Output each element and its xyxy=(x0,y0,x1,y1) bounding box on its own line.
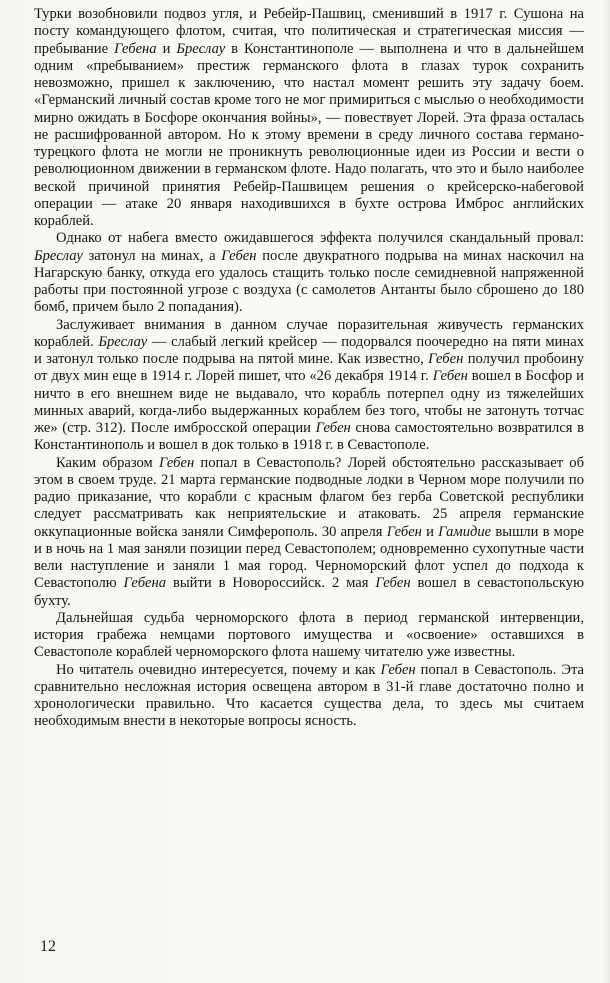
ship-name: Гебен xyxy=(375,575,411,592)
ship-name: Бреслау xyxy=(176,40,226,57)
paragraph-1: Турки возобновили подвоз угля, и Ребейр-Пашвиц, сменивший в 1917 г. Сушона на посту командующего флотом, считая, что политическая и стратегическая миссия — пребывание Гебена и Бреслау в Константинополе — выполнена и что в дальнейшем одним «пребыванием» престиж германского флота в глазах турок сохранить невозможно, пришел к заключению, что настал момент решить эту задачу боем. «Германский личный состав кроме того не мог примириться с мыслью о необходимости мирно ожидать в Босфоре окончания войны», — повествует Лорей. Эта фраза осталась не расшифрованной автором. Но к этому времени в среду личного состава германо-турецкого флота не могли не проникнуть революционные идеи из России и вести о революционном движении в германском флоте. Надо полагать, что это и было наиболее веской причиной принятия Ребейр-Пашвицем решения о крейсерско-набеговой операции — атаке 20 января находившихся в бухте острова Имброс английских кораблей. xyxy=(34,6,584,229)
page-number: 12 xyxy=(40,938,56,955)
ship-name: Бреслау xyxy=(98,333,148,350)
ship-name: Гебена xyxy=(123,575,167,592)
ship-name: Гебен xyxy=(428,351,464,367)
paragraph-2: Однако от набега вместо ожидавшегося эффекта получился скандальный провал: Бреслау затонул на минах, а Гебен после двукратного подрыва на минах наскочил на Нагарскую банку, откуда его удалось стащить только после семидневной напряженной работы при постоянной угрозе с воздуха (с самолетов Антанты было сброшено до 180 бомб, причем было 2 попадания). xyxy=(34,230,584,316)
body-text xyxy=(34,6,584,731)
ship-name: Гебен xyxy=(315,420,351,436)
paragraph-3: Заслуживает внимания в данном случае поразительная живучесть германских кораблей. Бреслау — слабый легкий крейсер — подорвался поочередно на пяти минах и затонул только после подрыва на пятой мине. Как известно, Гебен получил пробоину от двух мин еще в 1914 г. Лорей пишет, что «26 декабря 1914 г. Гебен вошел в Босфор и ничто в его внешнем виде не выдавало, что корабль потерпел одну из тяжелейших минных аварий, когда-либо выдержанных кораблем без того, чтобы не затонуть тотчас же» (стр. 312). После имбросской операции Гебен снова самостоятельно возвратился в Константинополь и вошел в док только в 1918 г. в Севастополе. xyxy=(34,316,584,454)
ship-name: Гебен xyxy=(159,454,195,471)
page-fold-shadow xyxy=(602,0,610,983)
paragraph-6: Но читатель очевидно интересуется, почему и как Гебен попал в Севастополь. Эта сравнительно несложная история освещена автором в 31-й главе достаточно полно и хронологически правильно. Что касается существа дела, то здесь мы считаем необходимым внести в некоторые вопросы ясность. xyxy=(34,661,584,730)
ship-name: Гебена xyxy=(114,40,157,57)
ship-name: Гебен xyxy=(386,523,422,540)
ship-name: Гебен xyxy=(432,368,468,385)
ship-name: Гамидие xyxy=(438,523,492,540)
ship-name: Гебен xyxy=(221,247,257,264)
paragraph-5: Дальнейшая судьба черноморского флота в период германской интервенции, история грабежа немцами портового имущества и «освоение» оставшихся в Севастополе кораблей черноморского флота нашему читателю уже известны. xyxy=(34,609,584,661)
paragraph-4: Каким образом Гебен попал в Севастополь? Лорей обстоятельно рассказывает об этом в своем труде. 21 марта германские подводные лодки в Черном море получили по радио приказание, что корабли с красным флагом без герба Советской республики следует рассматривать как неприятельские и атаковать. 25 апреля германские оккупационные войска заняли Симферополь. 30 апреля Гебен и Гамидие вышли в море и в ночь на 1 мая заняли позиции перед Севастополем; одновременно сухопутные части вели наступление и заняли 1 мая город. Черноморский флот успел до подхода к Севастополю Гебена выйти в Новороссийск. 2 мая Гебен вошел в севастопольскую бухту. xyxy=(34,454,585,609)
ship-name: Гебен xyxy=(380,661,416,678)
ship-name: Бреслау xyxy=(34,247,83,264)
